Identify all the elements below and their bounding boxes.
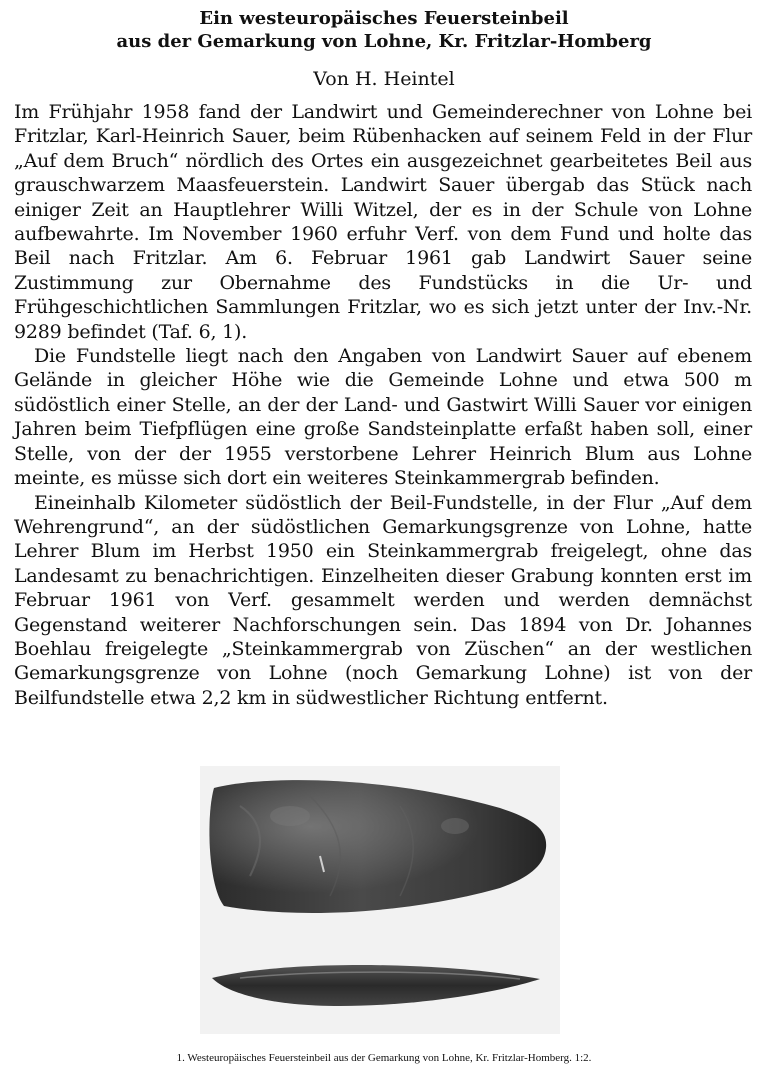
article-body (14, 100, 752, 710)
article-title-line-1: Ein westeuropäisches Feuersteinbeil (199, 8, 569, 29)
figure-caption: 1. Westeuropäisches Feuersteinbeil aus der Gemarkung von Lohne, Kr. Fritzlar-Homberg. 1:2. (176, 1052, 592, 1064)
paragraph-3: Eineinhalb Kilometer südöstlich der Beil-Fundstelle, in der Flur „Auf dem Wehrengrund“, an der südöstlichen Gemarkungsgrenze von Lohne, hatte Lehrer Blum im Herbst 1950 ein Steinkammergrab freigelegt, ohne das Landesamt zu benachrichtigen. Einzelheiten dieser Grabung konnten erst im Februar 1961 von Verf. gesammelt werden und werden demnächst Gegenstand weiterer Nachforschungen sein. Das 1894 von Dr. Johannes Boehlau freigelegte „Steinkammergrab von Züschen“ an der westlichen Gemarkungsgrenze von Lohne (noch Gemarkung Lohne) ist von der Beilfundstelle etwa 2,2 km in südwestlicher Richtung entfernt. (14, 491, 752, 709)
flint-axe-image (200, 766, 560, 1034)
paragraph-1: Im Frühjahr 1958 fand der Landwirt und Gemeinderechner von Lohne bei Fritzlar, Karl-Heinrich Sauer, beim Rübenhacken auf seinem Feld in der Flur „Auf dem Bruch“ nördlich des Ortes ein ausgezeichnet gearbeitetes Beil aus grauschwarzem Maasfeuerstein. Landwirt Sauer übergab das Stück nach einiger Zeit an Hauptlehrer Willi Witzel, der es in der Schule von Lohne aufbewahrte. Im November 1960 erfuhr Verf. von dem Fund und holte das Beil nach Fritzlar. Am 6. Februar 1961 gab Landwirt Sauer seine Zustimmung zur Obernahme des Fundstücks in die Ur- und Frühgeschichtlichen Sammlungen Fritzlar, wo es sich jetzt unter der Inv.-Nr. 9289 befindet (Taf. 6, 1). (14, 101, 752, 343)
flint-axe-photo (200, 766, 560, 1034)
paragraph-2: Die Fundstelle liegt nach den Angaben von Landwirt Sauer auf ebenem Gelände in gleicher Höhe wie die Gemeinde Lohne und etwa 500 m südöstlich einer Stelle, an der der Land- und Gastwirt Willi Sauer vor einigen Jahren beim Tiefpflügen eine große Sandsteinplatte erfaßt haben soll, einer Stelle, von der der 1955 verstorbene Lehrer Heinrich Blum aus Lohne meinte, es müsse sich dort ein weiteres Steinkammergrab befinden. (14, 345, 752, 490)
article-title-line-2: aus der Gemarkung von Lohne, Kr. Fritzlar-Homberg (116, 31, 652, 52)
author-line: Von H. Heintel (313, 68, 455, 90)
